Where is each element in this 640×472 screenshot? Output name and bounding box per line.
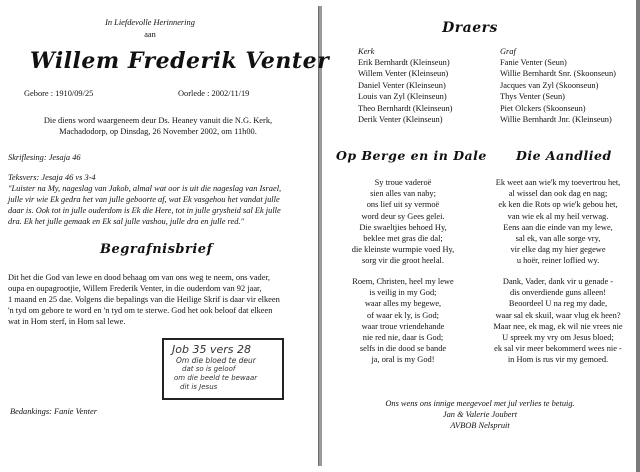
service-line-1: Die diens word waargeneem deur Ds. Heaney vanuit die N.G. Kerk, (43, 116, 273, 125)
poem2-stanza2 (480, 276, 636, 366)
burial-letter-text (8, 272, 310, 327)
poem-line: ons lief uit sy vermoë (366, 200, 440, 210)
deceased-name: Willem Frederik Venter (30, 48, 330, 74)
church-bearers-column (358, 46, 452, 125)
handwritten-line-3: dat so is geloof (182, 365, 236, 373)
poem-line: Dank, Vader, dank vir u genade - (502, 277, 614, 286)
poem-line: Maar nee, ek mag, ek wil nie vrees nie (493, 321, 623, 331)
church-bearer: Daniel Venter (Kleinseun) (358, 80, 446, 90)
birth-date: Gebore : 1910/09/25 (24, 89, 94, 98)
poem-line: waar troue vriendehande (361, 321, 445, 331)
quote-line-2: julle vir wie Ek gedra het van julle geboorte af, wat Ek vasgehou het vandat julle (8, 195, 280, 204)
condolence-line: Ons wens ons innige meegevoel met jul verlies te betuig. (385, 399, 575, 408)
poem-line: Eens aan die einde van my lewe, (503, 222, 613, 232)
poem-line: ja, oral is my God! (371, 355, 435, 365)
poem2-title: Die Aandlied (516, 148, 612, 163)
quote-line-1: "Luister na My, nageslag van Jakob, almal wat oor is uit die nageslag van Israel, (8, 184, 282, 193)
poem-line: waar sal ek skuil, waar vlug ek heen? (495, 310, 621, 320)
church-bearer: Theo Bernhardt (Kleinseun) (358, 103, 453, 113)
burial-letter-title: Begrafnisbrief (100, 242, 213, 257)
handwritten-line-5: dit is Jesus (180, 383, 218, 391)
grave-header: Graf (500, 47, 516, 56)
memoriam-line1: In Liefdevolle Herinnering (105, 18, 195, 27)
poem-line: waar alles my begewe, (364, 299, 442, 309)
church-bearer: Louis van Zyl (Kleinseun) (358, 92, 447, 102)
handwritten-line-4: om die beeld te bewaar (174, 374, 258, 382)
poem-line: die kleinste wurmpie voed Hy, (351, 245, 455, 255)
scan-edge (636, 0, 640, 472)
handwritten-note-box (162, 338, 284, 400)
church-header: Kerk (358, 47, 375, 56)
poem-line: Sy troue vaderoë (374, 178, 432, 187)
church-bearer: Derik Venter (Kleinseun) (358, 115, 443, 125)
quote-line-4: dra. Ek het julle gemaak en Ek sal julle vashou, julle dra en julle red." (8, 217, 245, 226)
church-bearer: Willem Venter (Kleinseun) (358, 69, 449, 79)
service-info (20, 115, 296, 137)
poem1-stanza1 (320, 177, 486, 267)
poem-line: nie red nie, daar is God; (362, 333, 444, 343)
poem-line: is veilig in my God; (369, 288, 437, 298)
quote-line-3: daar is. Ook tot in julle ouderdom is Ek die Here, tot in julle grysheid sal Ek julle (8, 206, 281, 215)
poem-line: van wie ek al my heil verwag. (507, 211, 609, 221)
poem-line: Beoordeel U na reg my dade, (508, 299, 608, 309)
grave-bearer: Thys Venter (Seun) (500, 92, 565, 102)
grave-bearers-column (500, 46, 616, 125)
burial-line-3: 1 maand en 25 dae. Volgens die bepalings van die Heilige Skrif is daar vir elkeen (8, 295, 280, 304)
poem-line: sorg vir die groot heelal. (362, 256, 444, 266)
handwritten-line-1: Job 35 vers 28 (172, 343, 251, 356)
handwritten-line-2: Om die bloed te deur (176, 356, 256, 365)
grave-bearer: Fanie Venter (Seun) (500, 58, 567, 67)
poem-line: al wissel dan ook dag en nag; (508, 189, 608, 199)
bearers-title: Draers (442, 20, 498, 36)
poem-line: Die swaeltjies behoed Hy, (359, 222, 447, 232)
poem-line: dis onverdiende guns alleen! (509, 288, 607, 298)
grave-bearer: Willie Bernhardt Snr. (Skoonseun) (500, 69, 616, 79)
scripture-quote (8, 183, 308, 227)
poem-line: u hoër, reiner loflied wy. (516, 256, 600, 266)
poem2-stanza1 (480, 177, 636, 267)
burial-line-4: 'n tyd om gebore te word en 'n tyd om te sterwe. God het ook beloof dat elkeen (8, 306, 273, 315)
poem-line: ek ken die Rots op wie'k gebou het, (498, 200, 618, 210)
service-line-2: Machadodorp, op Dinsdag, 26 November 2002, om 11h00. (59, 127, 257, 136)
poem-line: Roem, Christen, heel my lewe (352, 277, 454, 286)
poem-line: Ek weet aan wie'k my toevertrou het, (495, 178, 621, 187)
poem-line: vir elke dag my hier gegewe (510, 245, 606, 255)
burial-line-5: wat in Hom sterf, in Hom sal lewe. (8, 317, 126, 326)
poem-line: of waar ek ly, is God; (366, 310, 440, 320)
poem-line: U spreek my vry om Jesus bloed; (502, 333, 614, 343)
grave-bearer: Jacques van Zyl (Skoonseun) (500, 80, 599, 90)
funeral-home-line-2: AVBOB Nelspruit (450, 421, 510, 430)
grave-bearer: Piet Olckers (Skoonseun) (500, 103, 586, 113)
poem1-stanza2 (320, 276, 486, 366)
text-reference: Teksvers: Jesaja 46 vs 3-4 (8, 173, 96, 182)
poem-line: sien alles van naby; (370, 189, 436, 199)
scripture-reading: Skriflesing: Jesaja 46 (8, 153, 81, 162)
funeral-home-line-1: Jan & Valerie Joubert (442, 410, 518, 419)
grave-bearer: Willie Bernhardt Jnr. (Kleinseun) (500, 115, 612, 125)
poem-line: sal ek, van alle sorge vry, (515, 234, 601, 244)
poem-line: ek sal vir meer bekommerd wees nie - (494, 344, 622, 354)
memoriam-line2: aan (144, 30, 156, 39)
burial-line-2: oupa en oupagrootjie, Willem Frederik Venter, in die ouderdom van 92 jaar, (8, 284, 262, 293)
poem-line: word deur sy Gees gelei. (361, 211, 445, 221)
burial-line-1: Dit het die God van lewe en dood behaag om van ons weg te neem, ons vader, (8, 273, 271, 282)
church-bearer: Erik Bernhardt (Kleinseun) (358, 58, 450, 67)
death-date: Oorlede : 2002/11/19 (178, 89, 250, 98)
acknowledgements: Bedankings: Fanie Venter (10, 407, 97, 416)
poem1-title: Op Berge en in Dale (336, 148, 487, 163)
funeral-home (400, 409, 560, 431)
poem-line: selfs in die dood se bande (359, 344, 447, 354)
poem-line: in Hom is rus vir my gemoed. (507, 355, 609, 365)
poem-line: beklee met gras die dal; (363, 234, 443, 244)
